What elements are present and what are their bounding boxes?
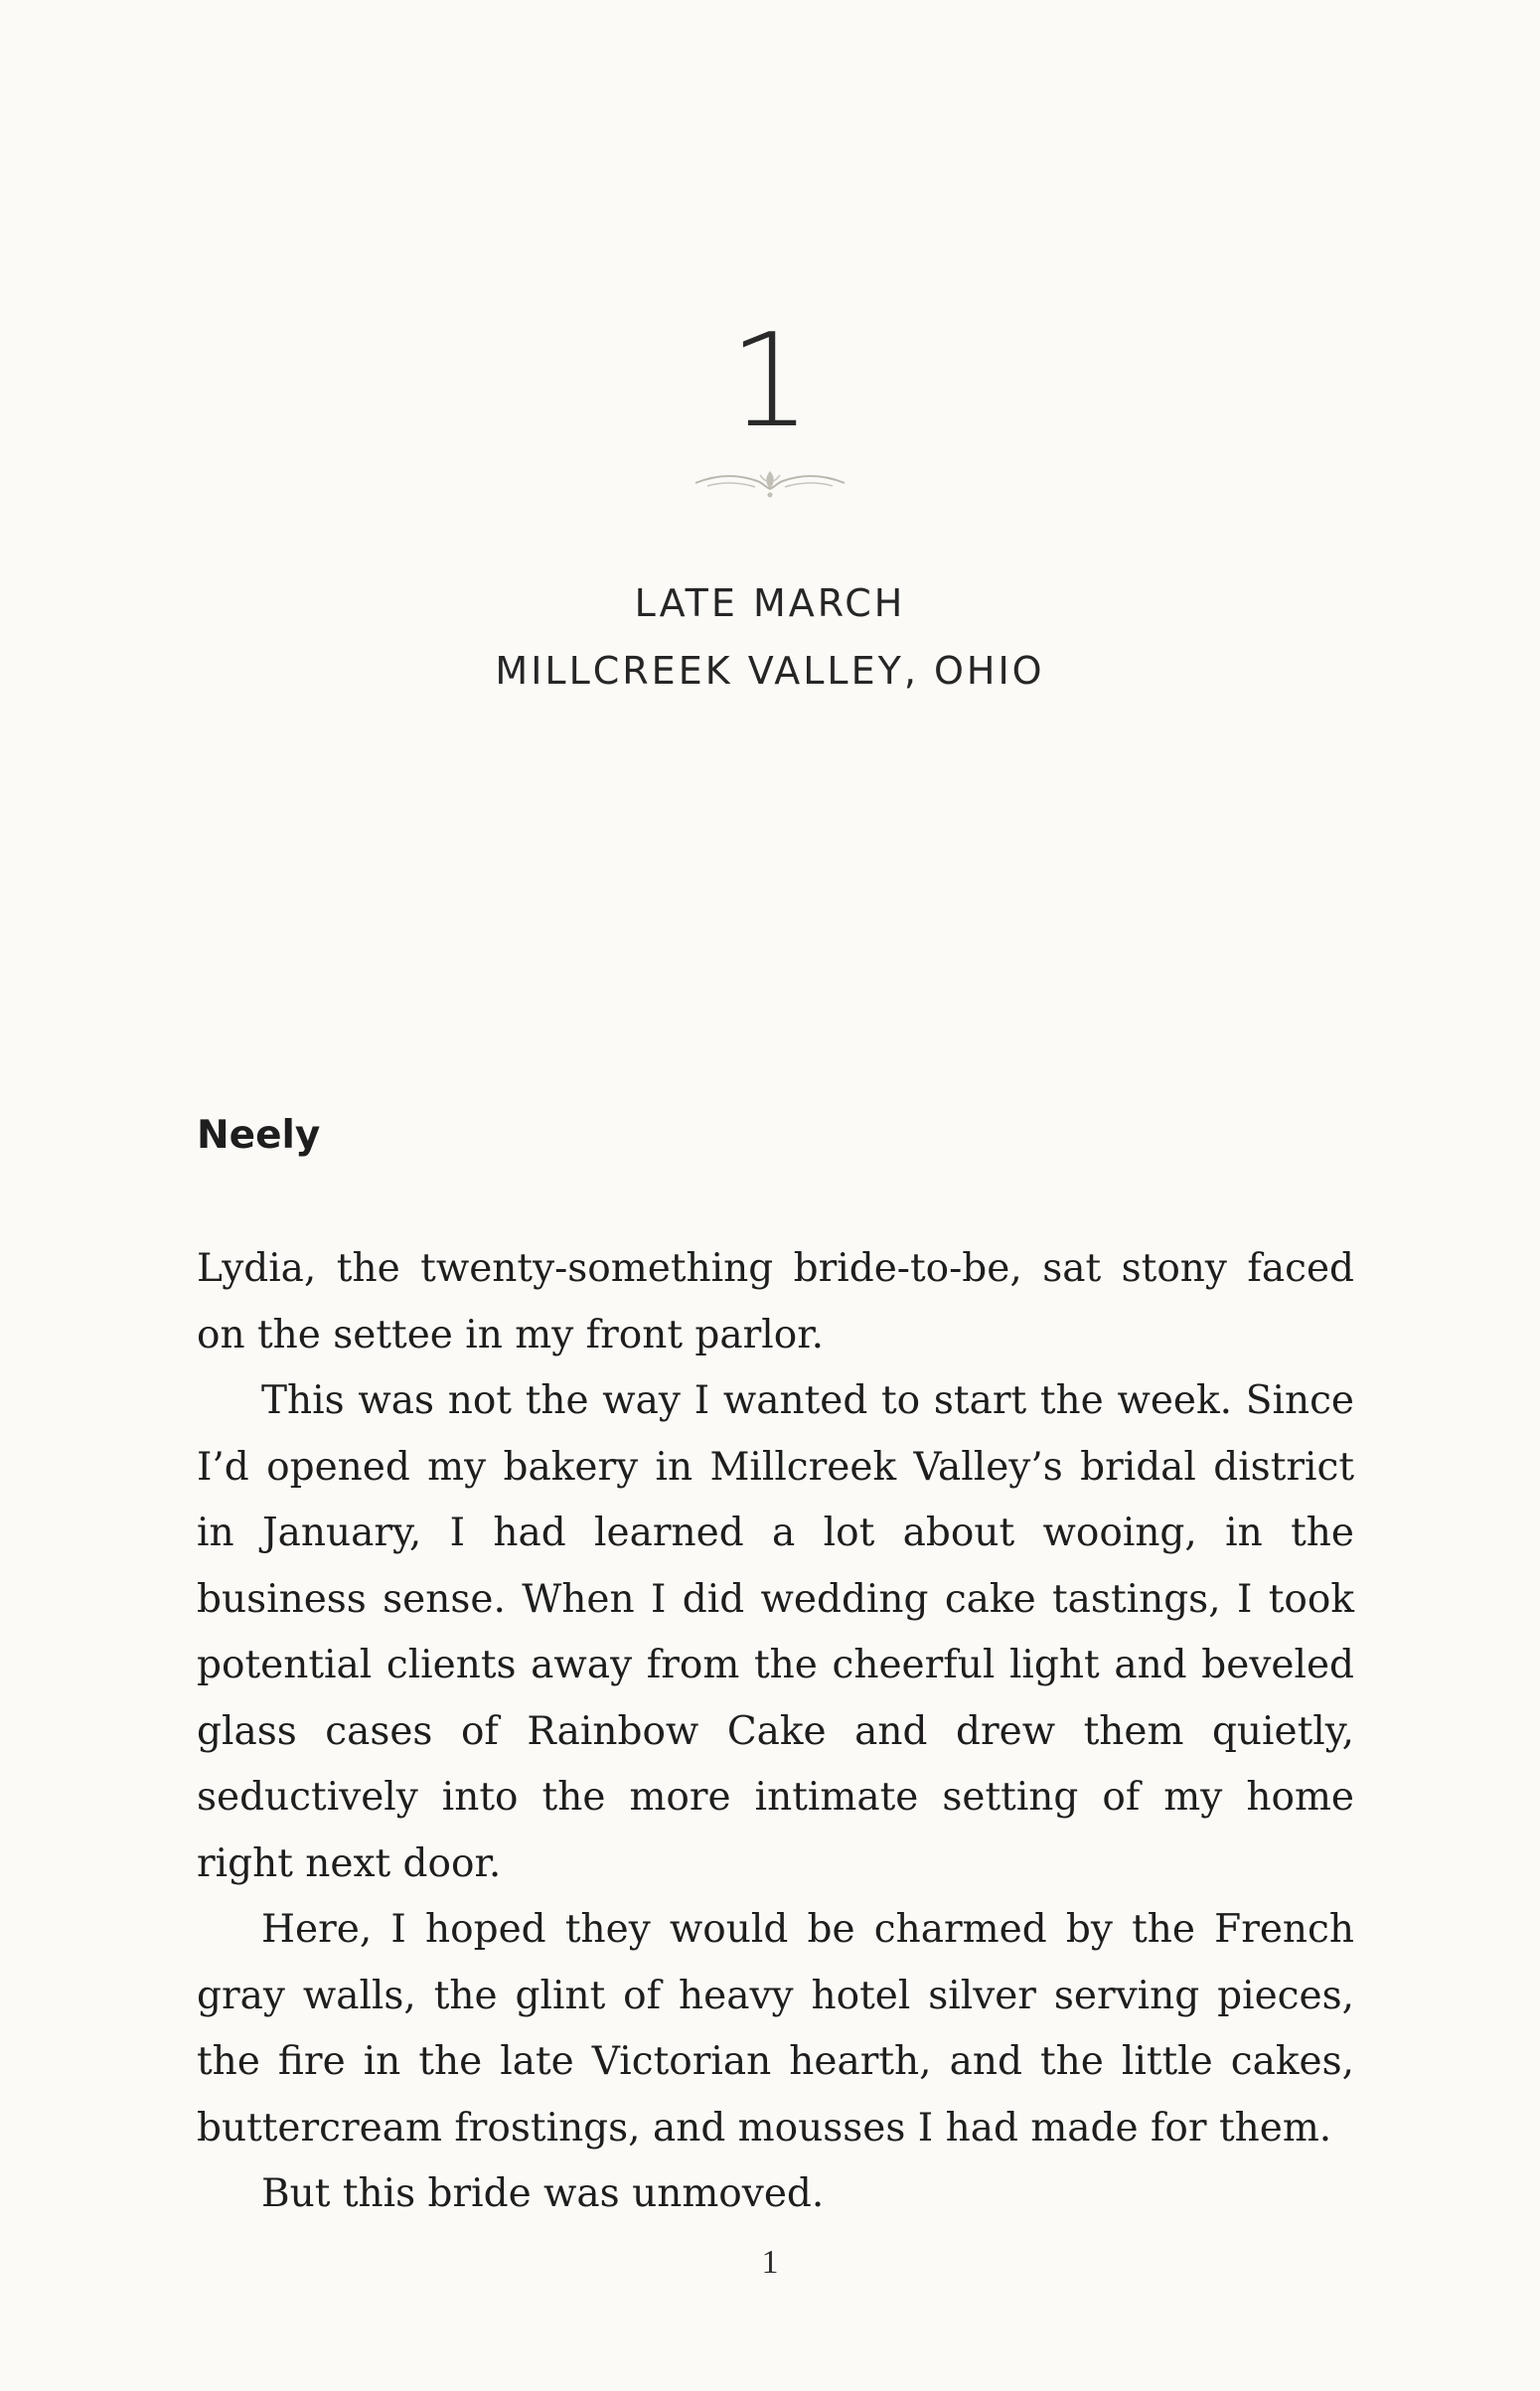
chapter-number: 1 [728,305,812,456]
paragraph: Here, I hoped they would be charmed by the French gray walls, the glint of heavy hotel silver serving pieces, the fire in the late Victorian hearth, and the little cakes, buttercream frostings, and mousses I had made for them. [197,1907,1354,2151]
body-text [197,1236,1354,2228]
paragraph: This was not the way I wanted to start the week. Since I’d opened my bakery in Millcreek Valley’s bridal district in January, I had learned a lot about wooing, in the business sense. When I did wedding cake tastings, I took potential clients away from the cheerful light and beveled glass cases of Rainbow Cake and drew them quietly, seductively into the more intimate setting of my home right next door. [197,1378,1354,1886]
location-place: MILLCREEK VALLEY, OHIO [495,649,1045,693]
paragraph: Lydia, the twenty-something bride-to-be, sat stony faced on the settee in my front parlor. [197,1246,1354,1357]
paragraph: But this bride was unmoved. [261,2171,825,2216]
page-number: 1 [761,2244,779,2281]
flourish-ornament-icon [686,459,854,505]
narrator-heading: Neely [197,1113,321,1158]
location-time: LATE MARCH [634,581,906,625]
